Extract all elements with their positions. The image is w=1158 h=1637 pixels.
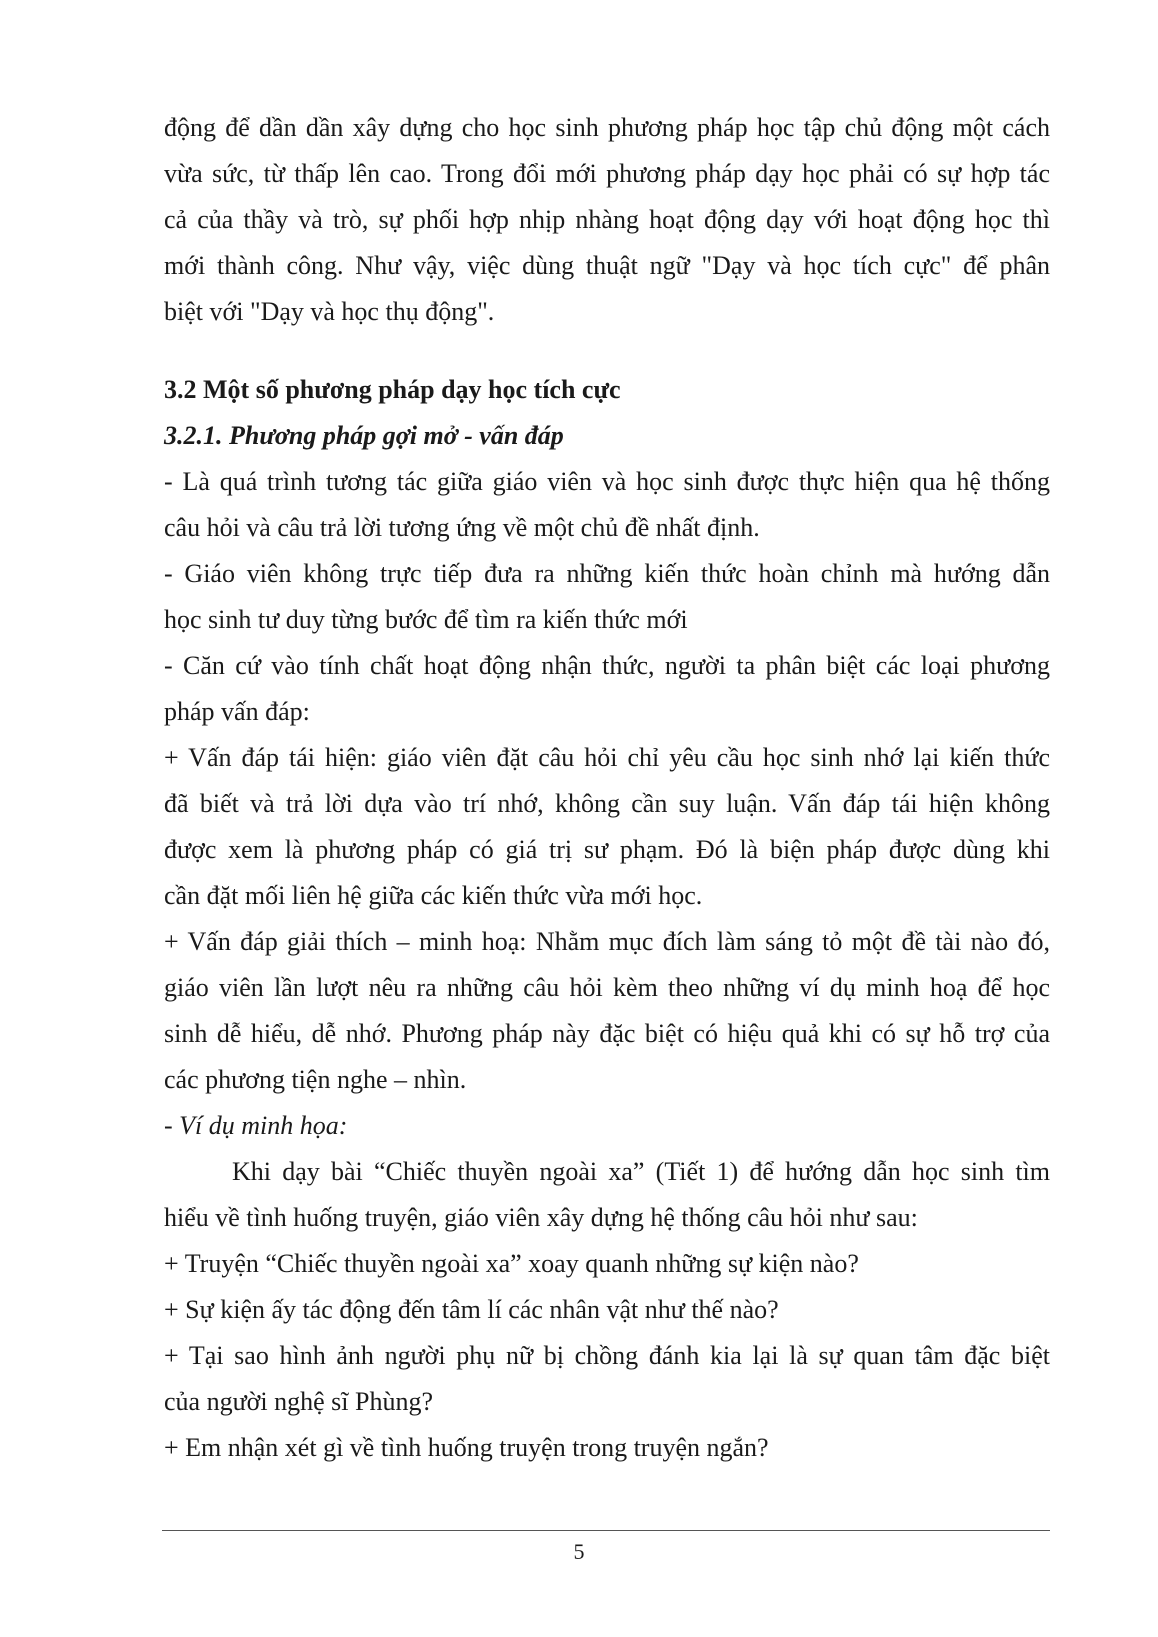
text-line: vừa sức, từ thấp lên cao. Trong đổi mới phương pháp dạy học phải có sự hợp tác	[164, 159, 1050, 188]
text-line: - Căn cứ vào tính chất hoạt động nhận thức, người ta phân biệt các loại phương	[164, 651, 1050, 680]
text-line: Khi dạy bài “Chiếc thuyền ngoài xa” (Tiết 1) để hướng dẫn học sinh tìm	[232, 1157, 1050, 1186]
text-line: - Giáo viên không trực tiếp đưa ra những kiến thức hoàn chỉnh mà hướng dẫn	[164, 559, 1050, 588]
text-line: đã biết và trả lời dựa vào trí nhớ, không cần suy luận. Vấn đáp tái hiện không	[164, 789, 1050, 818]
text-line: - Là quá trình tương tác giữa giáo viên và học sinh được thực hiện qua hệ thống	[164, 467, 1050, 496]
question-item: + Em nhận xét gì về tình huống truyện trong truyện ngắn?	[164, 1433, 769, 1462]
footer-divider	[162, 1530, 1050, 1531]
text-line: động để dần dần xây dựng cho học sinh phương pháp học tập chủ động một cách	[164, 113, 1050, 142]
text-line: cần đặt mối liên hệ giữa các kiến thức vừa mới học.	[164, 881, 703, 910]
text-line: học sinh tư duy từng bước để tìm ra kiến thức mới	[164, 605, 688, 634]
subsection-heading: 3.2.1. Phương pháp gợi mở - vấn đáp	[164, 421, 564, 450]
question-item: + Sự kiện ấy tác động đến tâm lí các nhân vật như thế nào?	[164, 1295, 779, 1324]
text-line: + Tại sao hình ảnh người phụ nữ bị chồng đánh kia lại là sự quan tâm đặc biệt	[164, 1341, 1050, 1370]
section-heading: 3.2 Một số phương pháp dạy học tích cực	[164, 375, 621, 404]
text-line: pháp vấn đáp:	[164, 697, 310, 726]
text-line: các phương tiện nghe – nhìn.	[164, 1065, 467, 1094]
text-line: + Vấn đáp giải thích – minh hoạ: Nhằm mục đích làm sáng tỏ một đề tài nào đó,	[164, 927, 1050, 956]
text-line: sinh dễ hiểu, dễ nhớ. Phương pháp này đặc biệt có hiệu quả khi có sự hỗ trợ của	[164, 1019, 1050, 1048]
text-line: biệt với "Dạy và học thụ động".	[164, 297, 495, 326]
bullet-item-classification	[164, 643, 1050, 735]
text-line: được xem là phương pháp có giá trị sư phạm. Đó là biện pháp được dùng khi	[164, 835, 1050, 864]
plus-item-reproduction	[164, 735, 1050, 919]
paragraph-intro	[164, 105, 1050, 335]
text-line: cả của thầy và trò, sự phối hợp nhịp nhàng hoạt động dạy với hoạt động học thì	[164, 205, 1050, 234]
bullet-item-definition	[164, 459, 1050, 551]
bullet-item-guidance	[164, 551, 1050, 643]
question-item: + Truyện “Chiếc thuyền ngoài xa” xoay quanh những sự kiện nào?	[164, 1249, 859, 1278]
text-line: câu hỏi và câu trả lời tương ứng về một chủ đề nhất định.	[164, 513, 760, 542]
page-number: 5	[573, 1539, 585, 1564]
plus-item-explanation	[164, 919, 1050, 1103]
text-line: mới thành công. Như vậy, việc dùng thuật ngữ "Dạy và học tích cực" để phân	[164, 251, 1050, 280]
text-line: + Vấn đáp tái hiện: giáo viên đặt câu hỏi chỉ yêu cầu học sinh nhớ lại kiến thức	[164, 743, 1050, 772]
example-label: - Ví dụ minh họa:	[164, 1111, 348, 1140]
example-intro	[164, 1149, 1050, 1241]
text-line: của người nghệ sĩ Phùng?	[164, 1387, 434, 1416]
page-body	[164, 105, 1050, 1471]
text-line: giáo viên lần lượt nêu ra những câu hỏi kèm theo những ví dụ minh hoạ để học	[164, 973, 1050, 1002]
text-line: hiểu về tình huống truyện, giáo viên xây dựng hệ thống câu hỏi như sau:	[164, 1203, 918, 1232]
spacer	[164, 335, 1050, 367]
question-item	[164, 1333, 1050, 1425]
